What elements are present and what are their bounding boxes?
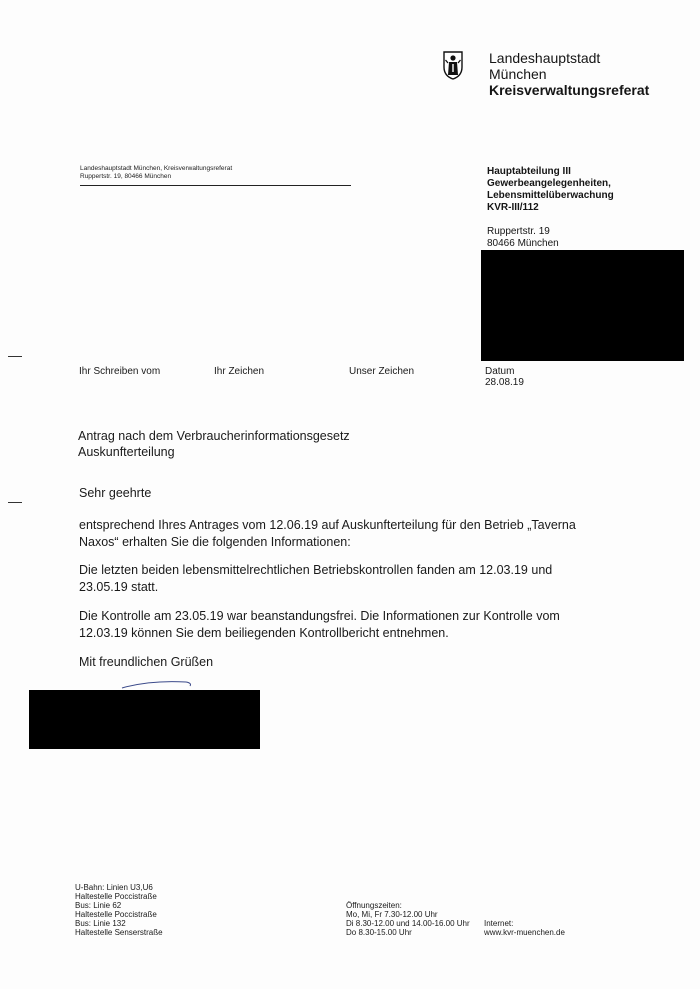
organization-name: [489, 50, 649, 98]
transit-line-1: U-Bahn: Linien U3,U6: [75, 883, 153, 892]
org-line-2: München: [489, 66, 547, 82]
dept-line-1: Hauptabteilung III: [487, 166, 571, 177]
para2-line-2: 23.05.19 statt.: [79, 580, 159, 594]
para1-line-1: entsprechend Ihres Antrages vom 12.06.19 auf Auskunfterteilung für den Betrieb „Taverna: [79, 518, 576, 532]
signature-stroke-icon: [120, 676, 195, 690]
footer-internet: [484, 919, 565, 937]
dept-street: Ruppertstr. 19: [487, 226, 550, 237]
munich-coat-of-arms-icon: [442, 50, 464, 80]
datum-label: Datum: [485, 366, 515, 377]
sender-line-2: Ruppertstr. 19, 80466 München: [80, 173, 172, 180]
subject-line-2: Auskunfterteilung: [78, 445, 175, 459]
transit-line-2: Haltestelle Poccistraße: [75, 892, 157, 901]
org-line-1: Landeshauptstadt: [489, 50, 601, 66]
para2-line-1: Die letzten beiden lebensmittelrechtlichen Betriebskontrollen fanden am 12.03.19 und: [79, 563, 553, 577]
closing: Mit freundlichen Grüßen: [79, 655, 214, 669]
fold-mark-top: [8, 356, 22, 357]
ref-datum: [485, 366, 524, 388]
department-address: [487, 226, 559, 250]
internet-url[interactable]: www.kvr-muenchen.de: [484, 928, 565, 937]
redaction-signature: [29, 690, 260, 749]
transit-line-5: Bus: Linie 132: [75, 919, 126, 928]
dept-line-2: Gewerbeangelegenheiten,: [487, 178, 611, 189]
dept-line-4: KVR-III/112: [487, 202, 539, 213]
datum-value: 28.08.19: [485, 377, 524, 388]
hours-line-3: Di 8.30-12.00 und 14.00-16.00 Uhr: [346, 919, 470, 928]
paragraph-1: [79, 517, 576, 551]
footer-opening-hours: [346, 901, 470, 937]
hours-line-4: Do 8.30-15.00 Uhr: [346, 928, 412, 937]
subject-line-1: Antrag nach dem Verbraucherinformationsgesetz: [78, 429, 350, 443]
ref-unser-zeichen: Unser Zeichen: [349, 366, 415, 377]
transit-line-3: Bus: Linie 62: [75, 901, 122, 910]
transit-line-6: Haltestelle Senserstraße: [75, 928, 163, 937]
para3-line-1: Die Kontrolle am 23.05.19 war beanstandungsfrei. Die Informationen zur Kontrolle vom: [79, 609, 560, 623]
paragraph-2: [79, 562, 552, 596]
letter-subject: [78, 428, 350, 460]
ref-ihr-schreiben: Ihr Schreiben vom: [79, 366, 161, 377]
para3-line-2: 12.03.19 können Sie dem beiliegenden Kontrollbericht entnehmen.: [79, 626, 449, 640]
sender-line-1: Landeshauptstadt München, Kreisverwaltungsreferat: [80, 165, 233, 172]
dept-line-3: Lebensmittelüberwachung: [487, 190, 614, 201]
paragraph-3: [79, 608, 560, 642]
sender-return-address: [80, 165, 232, 181]
redaction-contact: [481, 250, 684, 361]
department-block: [487, 166, 614, 214]
hours-line-2: Mo, Mi, Fr 7.30-12.00 Uhr: [346, 910, 438, 919]
org-line-3: Kreisverwaltungsreferat: [489, 82, 650, 98]
dept-city: 80466 München: [487, 238, 559, 249]
salutation: Sehr geehrte: [79, 486, 152, 500]
internet-label: Internet:: [484, 919, 514, 928]
fold-mark-middle: [8, 502, 22, 503]
footer-transit: [75, 883, 163, 937]
hours-line-1: Öffnungszeiten:: [346, 901, 402, 910]
transit-line-4: Haltestelle Poccistraße: [75, 910, 157, 919]
ref-ihr-zeichen: Ihr Zeichen: [214, 366, 265, 377]
para1-line-2: Naxos“ erhalten Sie die folgenden Informationen:: [79, 535, 351, 549]
letterhead-logo: [442, 49, 464, 80]
sender-divider: [80, 185, 351, 186]
